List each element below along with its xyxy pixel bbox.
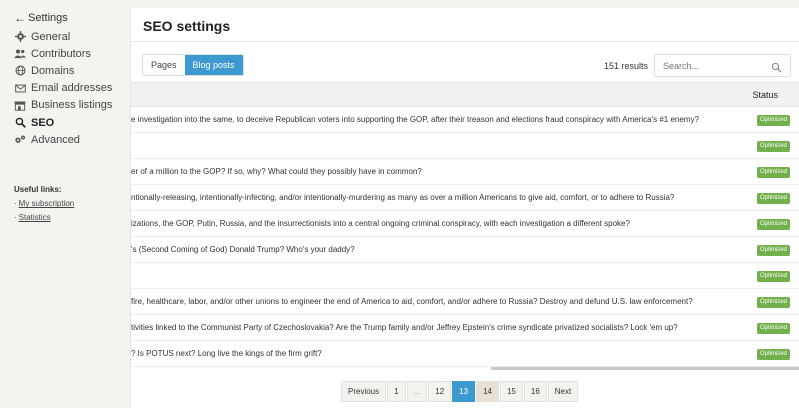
table-row[interactable]	[131, 159, 799, 185]
link-label: My subscription	[18, 199, 75, 209]
post-title[interactable]: tivities linked to the Communist Party of Czechoslovakia? Are the Trump family and/or Jeffrey Epstein's crime syndicate privatized socialists? Lock 'em up?	[131, 323, 678, 332]
status-badge: Optimized	[757, 271, 790, 282]
table-row[interactable]	[131, 289, 799, 315]
statistics-link[interactable]	[14, 213, 130, 227]
pagination-page-12[interactable]: 12	[428, 381, 451, 402]
sidebar-item-advanced[interactable]	[14, 131, 130, 148]
pagination-page-16[interactable]: 16	[524, 381, 547, 402]
search-icon[interactable]	[771, 60, 782, 71]
status-badge: Optimized	[757, 245, 790, 256]
post-title[interactable]: ? Is POTUS next? Long live the kings of the firm grift?	[131, 349, 322, 358]
sidebar-item-general[interactable]	[14, 28, 130, 45]
search-icon	[14, 117, 26, 129]
pagination-previous[interactable]: Previous	[341, 381, 386, 402]
post-title[interactable]: fire, healthcare, labor, and/or other unions to engineer the end of America to aid, comfort, and/or adhere to Russia? Destroy and defund U.S. law enforcement?	[131, 297, 693, 306]
link-label: Statistics	[18, 213, 51, 223]
table-row[interactable]	[131, 341, 799, 367]
sidebar-item-label: SEO	[31, 116, 55, 129]
sidebar-item-email-addresses[interactable]	[14, 80, 130, 97]
sidebar-item-business-listings[interactable]	[14, 97, 130, 114]
header-divider	[131, 41, 799, 42]
sidebar-item-label: Contributors	[31, 47, 91, 60]
users-icon	[14, 48, 26, 60]
status-column-header[interactable]: Status	[752, 90, 778, 100]
sidebar-item-label: Email addresses	[31, 82, 113, 95]
table-row[interactable]	[131, 237, 799, 263]
table-row[interactable]	[131, 211, 799, 237]
my-subscription-link[interactable]	[14, 199, 130, 213]
posts-table	[131, 107, 799, 367]
post-title[interactable]: ntionally-releasing, intentionally-infecting, and/or intentionally-murdering as many as over a million Americans to give aid, comfort, or to adhere to Russia?	[131, 193, 675, 202]
page-title: SEO settings	[143, 18, 231, 34]
table-row[interactable]	[131, 107, 799, 133]
post-title[interactable]: 's (Second Coming of God) Donald Trump? Who's your daddy?	[131, 245, 355, 254]
arrow-left-icon: ←	[14, 11, 26, 25]
pagination-page-15[interactable]: 15	[500, 381, 523, 402]
status-badge: Optimized	[757, 167, 790, 178]
search-box	[654, 54, 791, 77]
bullet-icon: ·	[14, 213, 17, 223]
post-title[interactable]: izations, the GOP, Putin, Russia, and the insurrectionists into a central ongoing criminal conspiracy, with each investigation a different spoke?	[131, 219, 630, 228]
globe-icon	[14, 65, 26, 77]
table-row[interactable]	[131, 133, 799, 159]
tab-blog-posts[interactable]: Blog posts	[185, 55, 243, 75]
table-row[interactable]	[131, 185, 799, 211]
search-input[interactable]	[655, 55, 765, 76]
status-badge: Optimized	[757, 193, 790, 204]
storefront-icon	[14, 99, 26, 111]
status-badge: Optimized	[757, 141, 790, 152]
horizontal-scrollbar[interactable]	[491, 367, 799, 370]
main-panel	[130, 8, 799, 408]
status-badge: Optimized	[757, 219, 790, 230]
back-to-settings-link[interactable]	[14, 10, 130, 26]
status-badge: Optimized	[757, 323, 790, 334]
pagination-next[interactable]: Next	[548, 381, 578, 402]
useful-links	[14, 185, 130, 227]
pagination	[341, 381, 579, 402]
table-header	[131, 82, 799, 107]
sidebar-item-label: General	[31, 30, 71, 43]
envelope-icon	[14, 82, 26, 94]
pagination-page-13[interactable]: 13	[452, 381, 475, 402]
sidebar-item-label: Domains	[31, 64, 75, 77]
sidebar-item-label: Business listings	[31, 99, 113, 112]
gear-icon	[14, 31, 26, 43]
pagination-page-1[interactable]: 1	[387, 381, 405, 402]
status-badge: Optimized	[757, 349, 790, 360]
sidebar-item-seo[interactable]	[14, 114, 130, 131]
sidebar-item-domains[interactable]	[14, 62, 130, 79]
tab-pages[interactable]: Pages	[143, 55, 185, 75]
back-label: Settings	[28, 12, 68, 24]
gears-icon	[14, 134, 26, 146]
status-badge: Optimized	[757, 115, 790, 126]
content-type-tabs	[142, 54, 244, 76]
sidebar-item-label: Advanced	[31, 133, 80, 146]
sidebar	[0, 0, 130, 408]
post-title[interactable]: er of a million to the GOP? If so, why? What could they possibly have in common?	[131, 167, 422, 176]
post-title[interactable]: e investigation into the same, to deceive Republican voters into supporting the GOP, after their treason and elections fraud conspiracy with America's #1 enemy?	[131, 115, 699, 124]
bullet-icon: ·	[14, 199, 17, 209]
pagination-ellipsis: ...	[407, 381, 428, 402]
status-badge: Optimized	[757, 297, 790, 308]
table-row[interactable]	[131, 263, 799, 289]
results-count: 151 results	[603, 61, 648, 71]
pagination-page-14[interactable]: 14	[476, 381, 499, 402]
sidebar-item-contributors[interactable]	[14, 45, 130, 62]
useful-links-title: Useful links:	[14, 185, 62, 195]
table-row[interactable]	[131, 315, 799, 341]
